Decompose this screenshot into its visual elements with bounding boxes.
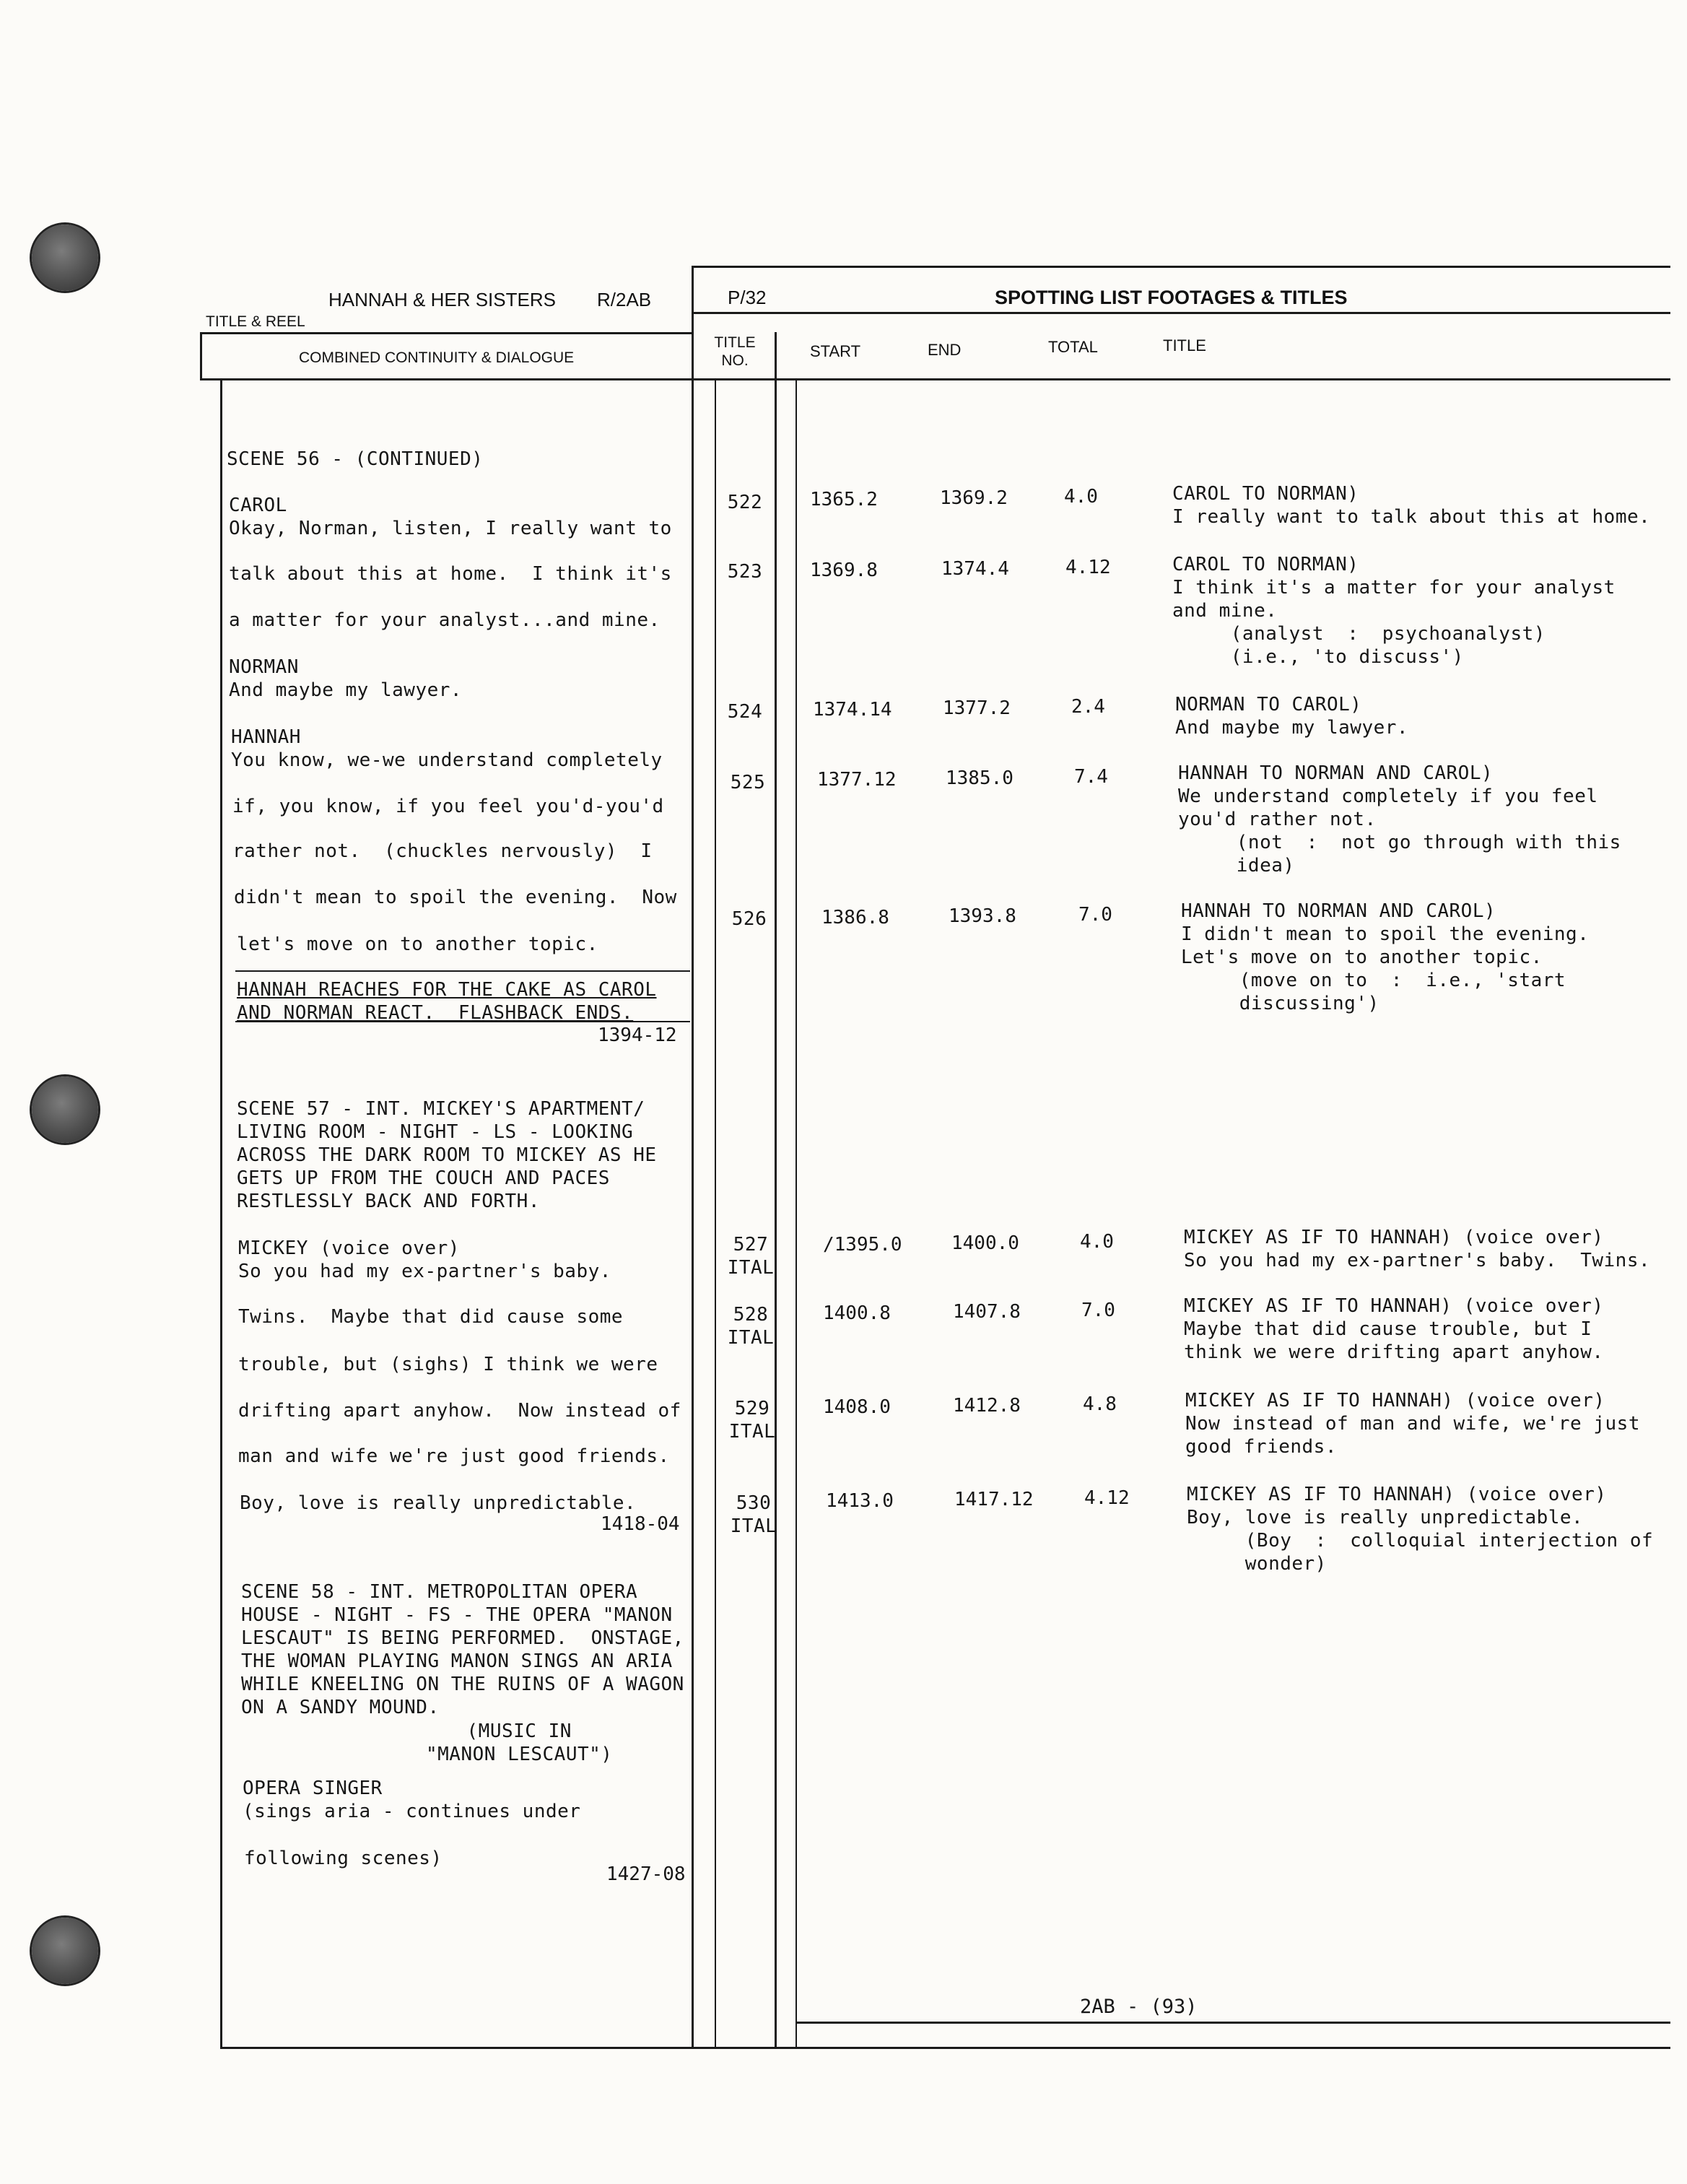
col-title: TITLE	[1163, 336, 1206, 354]
dialogue-line: drifting apart anyhow. Now instead of	[238, 1400, 681, 1422]
title-no: 524	[727, 701, 763, 723]
binder-hole-bottom	[32, 1918, 98, 1984]
dialogue-line: rather not. (chuckles nervously) I	[232, 840, 653, 862]
rule-title-no-right	[775, 332, 777, 2049]
spotting-heading: SPOTTING LIST FOOTAGES & TITLES	[995, 287, 1348, 308]
rule-header-bottom	[200, 378, 1670, 380]
binder-hole-middle	[32, 1076, 98, 1143]
rule-flashback-top	[235, 970, 690, 972]
title-total: 2.4	[1071, 696, 1105, 718]
title-reel-label: TITLE & REEL	[206, 313, 305, 330]
title-start: 1369.8	[810, 560, 878, 581]
col-title-no: TITLE NO.	[714, 334, 756, 369]
binder-hole-top	[32, 225, 98, 291]
dialogue-line: HANNAH You know, we-we understand completely	[231, 726, 663, 771]
music-cue: (MUSIC IN "MANON LESCAUT")	[426, 1720, 613, 1765]
title-text: MICKEY AS IF TO HANNAH) (voice over) Now instead of man and wife, we're just good friends.	[1185, 1390, 1640, 1458]
title-total: 7.4	[1074, 766, 1108, 788]
title-start: 1374.14	[813, 699, 892, 721]
film-title: HANNAH & HER SISTERS	[328, 289, 556, 310]
title-total: 4.12	[1084, 1487, 1130, 1509]
reel-number: R/2AB	[597, 289, 652, 310]
title-text: MICKEY AS IF TO HANNAH) (voice over) Maybe that did cause trouble, but I think we were drifting apart anyhow.	[1184, 1295, 1604, 1363]
title-no: 522	[727, 492, 763, 513]
col-total: TOTAL	[1048, 338, 1098, 356]
title-text: CAROL TO NORMAN) I really want to talk about this at home.	[1172, 483, 1651, 528]
dialogue-line: OPERA SINGER (sings aria - continues under	[243, 1778, 581, 1822]
col-end: END	[928, 341, 962, 359]
title-total: 4.8	[1083, 1393, 1117, 1415]
dialogue-line: man and wife we're just good friends.	[238, 1445, 670, 1467]
title-text: CAROL TO NORMAN) I think it's a matter for your analyst and mine. (analyst : psychoanalyst) (i.e., 'to discuss')	[1172, 554, 1616, 668]
dialogue-line: didn't mean to spoil the evening. Now	[234, 887, 677, 908]
title-text: NORMAN TO CAROL) And maybe my lawyer.	[1175, 694, 1409, 739]
title-text: MICKEY AS IF TO HANNAH) (voice over) So you had my ex-partner's baby. Twins.	[1184, 1227, 1651, 1271]
title-total: 7.0	[1078, 904, 1112, 926]
rule-header-mid-right	[692, 312, 1670, 314]
footage-1418-04: 1418-04	[601, 1513, 680, 1535]
title-no: 529 ITAL	[728, 1398, 776, 1443]
title-start: /1395.0	[823, 1234, 902, 1256]
title-no: 523	[727, 561, 763, 583]
title-end: 1385.0	[946, 767, 1013, 789]
rule-left-inner	[715, 380, 716, 2049]
footage-1427-08: 1427-08	[606, 1863, 686, 1885]
dialogue-line: CAROL Okay, Norman, listen, I really want to	[229, 495, 672, 539]
page-reference: 2AB - (93)	[1080, 1996, 1198, 2018]
dialogue-line: Twins. Maybe that did cause some	[238, 1306, 624, 1328]
dialogue-line: NORMAN And maybe my lawyer.	[229, 656, 463, 701]
title-total: 4.12	[1065, 557, 1111, 578]
title-total: 4.0	[1064, 486, 1098, 508]
title-end: 1417.12	[954, 1489, 1034, 1510]
page-number: P/32	[728, 287, 767, 308]
title-start: 1400.8	[823, 1302, 891, 1324]
title-total: 7.0	[1081, 1300, 1115, 1321]
title-end: 1400.0	[951, 1232, 1019, 1254]
col-continuity: COMBINED CONTINUITY & DIALOGUE	[299, 349, 575, 366]
title-no: 526	[731, 908, 767, 930]
title-text: HANNAH TO NORMAN AND CAROL) I didn't mean to spoil the evening. Let's move on to another topic. (move on to : i.e., 'start discussing')	[1181, 900, 1590, 1014]
dialogue-line: a matter for your analyst...and mine.	[229, 609, 661, 631]
title-start: 1408.0	[823, 1396, 891, 1418]
title-start: 1377.12	[817, 769, 897, 791]
title-no: 530 ITAL	[730, 1492, 777, 1537]
title-no: 525	[730, 772, 766, 793]
title-end: 1407.8	[953, 1301, 1021, 1323]
title-total: 4.0	[1080, 1231, 1114, 1253]
dialogue-line: Boy, love is really unpredictable.	[240, 1492, 637, 1514]
title-no: 528 ITAL	[727, 1304, 775, 1349]
title-end: 1374.4	[941, 558, 1009, 580]
title-end: 1369.2	[940, 487, 1008, 509]
rule-divider-main	[692, 266, 694, 2049]
title-end: 1412.8	[953, 1395, 1021, 1417]
title-no: 527 ITAL	[727, 1234, 775, 1279]
col-start: START	[810, 342, 861, 360]
footage-1394-12: 1394-12	[598, 1024, 677, 1046]
dialogue-line: if, you know, if you feel you'd-you'd	[232, 796, 664, 817]
title-start: 1365.2	[810, 489, 878, 510]
dialogue-line: talk about this at home. I think it's	[229, 563, 672, 585]
title-start: 1386.8	[821, 907, 889, 928]
scene-58-heading: SCENE 58 - INT. METROPOLITAN OPERA HOUSE - NIGHT - FS - THE OPERA "MANON LESCAUT" IS BEING PERFORMED. ONSTAGE, THE WOMAN PLAYING MANON SINGS AN ARIA WHILE KNEELING ON THE RUINS OF A WAGON ON A SANDY MOUND.	[241, 1581, 684, 1718]
title-end: 1393.8	[949, 905, 1016, 927]
rule-left-body	[220, 380, 222, 2049]
title-text: HANNAH TO NORMAN AND CAROL) We understand completely if you feel you'd rather not. (not : not go through with this idea)	[1178, 762, 1621, 876]
dialogue-line: let's move on to another topic.	[237, 934, 598, 955]
rule-bottom	[220, 2047, 1670, 2049]
dialogue-line: MICKEY (voice over) So you had my ex-partner's baby.	[238, 1237, 611, 1282]
rule-header-mid-left	[200, 332, 694, 334]
dialogue-line: trouble, but (sighs) I think we were	[238, 1354, 658, 1375]
rule-header-top	[692, 266, 1670, 268]
rule-bottom-right	[795, 2022, 1670, 2024]
title-text: MICKEY AS IF TO HANNAH) (voice over) Boy, love is really unpredictable. (Boy : colloquial interjection of wonder)	[1187, 1484, 1654, 1575]
action-flashback: HANNAH REACHES FOR THE CAKE AS CAROL AND NORMAN REACT. FLASHBACK ENDS.	[237, 979, 657, 1024]
scene-56-heading: SCENE 56 - (CONTINUED)	[227, 448, 484, 470]
scene-57-heading: SCENE 57 - INT. MICKEY'S APARTMENT/ LIVING ROOM - NIGHT - LS - LOOKING ACROSS THE DARK ROOM TO MICKEY AS HE GETS UP FROM THE COUCH AND PACES RESTLESSLY BACK AND FORTH.	[237, 1098, 657, 1212]
dialogue-line: following scenes)	[244, 1848, 443, 1869]
rule-left-box	[200, 332, 202, 380]
title-start: 1413.0	[826, 1490, 894, 1512]
rule-title-inner	[795, 380, 797, 2049]
title-end: 1377.2	[943, 697, 1011, 719]
